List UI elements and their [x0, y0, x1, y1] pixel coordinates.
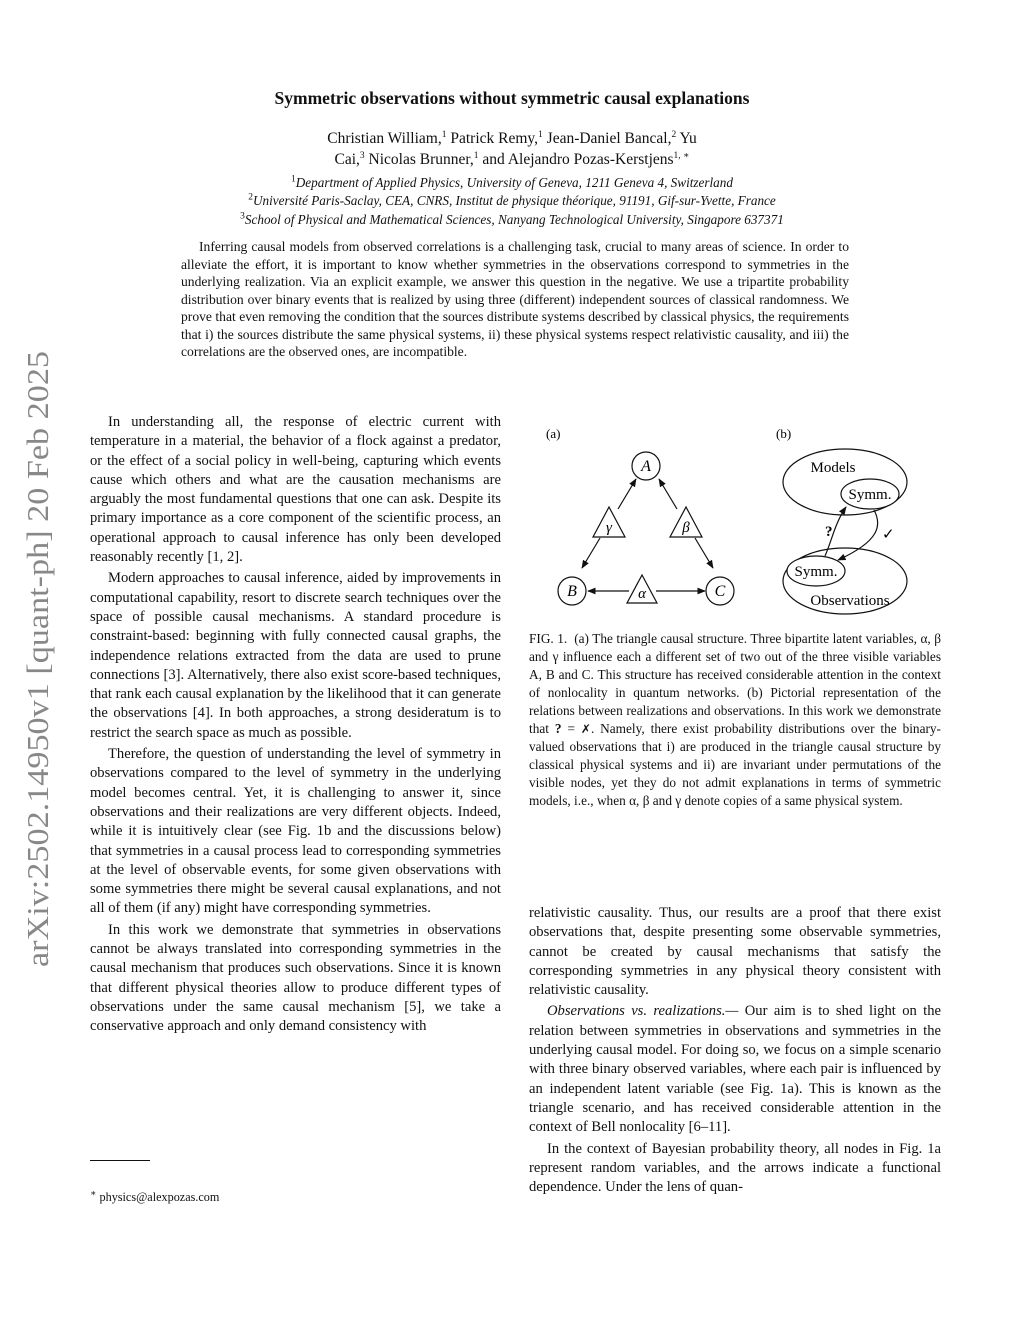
- footnote-rule: [90, 1160, 150, 1161]
- models-label: Models: [810, 460, 856, 476]
- check-mark-icon: ✓: [882, 527, 895, 543]
- latent-gamma-label: γ: [606, 520, 612, 536]
- relations-diagram: [783, 449, 907, 614]
- footnote: ∗ physics@alexpozas.com: [90, 1188, 220, 1204]
- node-a-label: A: [641, 458, 651, 475]
- arrow-beta-to-c: [695, 538, 713, 568]
- paragraph: In the context of Bayesian probability theory, all nodes in Fig. 1a represent random variables, and the arrows indicate a functional dependence. Under the lens of quan-: [529, 1140, 941, 1196]
- author-list: [240, 128, 784, 170]
- figure-1: [520, 415, 950, 620]
- latent-alpha-label: α: [638, 586, 646, 602]
- paragraph: In understanding all, the response of electric current with temperature in a material, the behavior of a flock against a predator, or the effect of a social policy in well-being, capturing which events cause which others and what are the causation mechanisms are arguably the most fundamental questions that one can ask. Despite its primary importance as a core component of the scientific process, an operational approach to causal inference has only been developed reasonably recently [1, 2].: [90, 414, 501, 566]
- caption-label: FIG. 1.: [529, 631, 568, 646]
- arrow-gamma-to-a: [618, 479, 636, 509]
- paragraph: relativistic causality. Thus, our results are a proof that there exist observations that, despite presenting some observable symmetries, cannot be created by causal mechanisms that satisfy the corresponding symmetries in any physical theory consistent with relativistic causality.: [529, 905, 941, 999]
- affiliation-1: $^1$Department of Applied Physics, University of Geneva, 1211 Geneva 4, Switzerland: [291, 174, 733, 190]
- left-column: [90, 413, 501, 1039]
- caption-cross-icon: ✗: [580, 722, 591, 736]
- triangle-diagram: [558, 452, 734, 605]
- observations-label: Observations: [810, 593, 890, 609]
- paper-title: Symmetric observations without symmetric causal explanations: [274, 88, 750, 108]
- arxiv-side-stamp: [6, 343, 64, 975]
- footnote-email[interactable]: physics@alexpozas.com: [99, 1190, 220, 1204]
- affiliation-3: $^3$School of Physical and Mathematical Sciences, Nanyang Technological University, Singapore 637371: [240, 211, 784, 227]
- figure-caption: FIG. 1. (a) The triangle causal structure. Three bipartite latent variables, α, β and γ influence each a different set of two out of the three visible variables A, B and C. This structure has received considerable attention in the context of nonlocality in quantum networks. (b) Pictorial representation of the relations between realizations and observations. In this work we demonstrate that ? = ✗. Namely, there exist probability distributions over the binary-valued observations that i) are produced in the triangle causal structure by classical physical systems and ii) are invariant under permutations of the visible nodes, yet they do not admit explanations in terms of symmetric models, i.e., when α, β and γ denote copies of a same physical system.: [529, 631, 941, 808]
- paragraph: In this work we demonstrate that symmetries in observations cannot be always translated into corresponding symmetries in the causal mechanism that produces such observations. Since it is known that different physical theories allow to produce different types of observations under the same causal mechanism [5], we take a conservative approach and only demand consistency with: [90, 921, 501, 1035]
- arrow-models-to-observations: [838, 510, 878, 560]
- paragraph: Observations vs. realizations.— Our aim is to shed light on the relation between symmetries in observations and symmetries in the underlying causal model. For doing so, we focus on a simple scenario with three binary observed variables, where each pair is influenced by an independent latent variable (see Fig. 1a). This is known as the triangle scenario, and has received considerable attention in the context of Bell nonlocality [6–11].: [529, 1003, 941, 1136]
- arrow-beta-to-a: [659, 479, 677, 509]
- author-line-1: Christian William,$^1$ Patrick Remy,$^1$ Jean-Daniel Bancal,$^2$ Yu: [327, 129, 697, 147]
- question-mark: ?: [825, 524, 833, 540]
- affiliation-2: $^2$Université Paris-Saclay, CEA, CNRS, Institut de physique théorique, 91191, Gif-sur-Yvette, France: [248, 193, 776, 209]
- author-line-2: Cai,$^3$ Nicolas Brunner,$^1$ and Alejandro Pozas-Kerstjens$^{1, ∗}$: [334, 150, 690, 168]
- right-column: [529, 904, 941, 1199]
- latent-beta-label: β: [682, 520, 690, 536]
- abstract: Inferring causal models from observed correlations is a challenging task, crucial to many areas of science. In order to alleviate the effort, it is important to know whether symmetries in the observations correspond to symmetries in the underlying realization. Via an explicit example, we answer this question in the negative. We use a tripartite probability distribution over binary events that is realized by using three (different) independent sources of classical randomness. We prove that even removing the condition that the sources distribute systems described by classical physics, the requirements that i) the sources distribute the same physical systems, ii) these physical systems respect relativistic causality, and iii) the correlations are the observed ones, are incompatible.: [181, 239, 849, 359]
- symm-models-label: Symm.: [848, 487, 892, 503]
- paragraph: Therefore, the question of understanding the level of symmetry in observations compared to the level of symmetry in the underlying model becomes central. Yet, it is challenging to answer it, since observations and their realizations are very different objects. Indeed, while it is intuitively clear (see Fig. 1b and the discussions below) that symmetries in a causal process lead to corresponding symmetries at the level of observable events, for some given observations with some symmetries there might be several causal explanations, and not all of them (if any) might have corresponding symmetries.: [90, 746, 501, 917]
- caption-question-mark: ?: [554, 721, 562, 736]
- affiliations: [150, 174, 874, 229]
- panel-a-label: (a): [546, 426, 561, 441]
- panel-b-label: (b): [776, 426, 792, 441]
- section-heading: Observations vs. realizations.—: [547, 1003, 739, 1020]
- paragraph: Modern approaches to causal inference, aided by improvements in computational capability, resort to discrete search techniques over the space of possible causal mechanisms. A standard procedure is constraint-based: beginning with fully connected causal graphs, the independence relations extracted from the data are used to prune connections [3]. Alternatively, there also exist score-based techniques, that rank each causal explanation by the likelihood that it can generate the observations [4]. In both approaches, a strong desideratum is to restrict the search space as much as possible.: [90, 570, 501, 741]
- arrow-gamma-to-b: [582, 538, 600, 568]
- node-b-label: B: [567, 583, 577, 600]
- symm-observations-label: Symm.: [794, 564, 838, 580]
- node-c-label: C: [714, 583, 726, 600]
- arxiv-identifier: arXiv:2502.14950v1 [quant-ph] 20 Feb 2025: [20, 408, 55, 967]
